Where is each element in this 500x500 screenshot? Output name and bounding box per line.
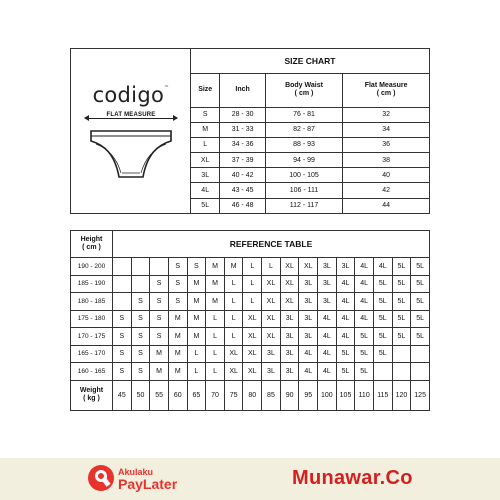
size-recommendation-cell — [113, 275, 132, 293]
size-recommendation-cell: 4L — [336, 293, 355, 311]
size-chart-cell: 31 - 33 — [220, 122, 265, 137]
size-recommendation-cell: 3L — [318, 258, 337, 276]
size-recommendation-cell: XL — [262, 310, 281, 328]
size-recommendation-cell: 5L — [336, 363, 355, 381]
size-recommendation-cell: XL — [280, 258, 299, 276]
size-recommendation-cell: 5L — [392, 275, 411, 293]
size-recommendation-cell: L — [224, 310, 243, 328]
reference-table-title: REFERENCE TABLE — [113, 231, 430, 258]
size-chart-cell: 76 - 81 — [265, 107, 342, 122]
size-chart-cell: 94 - 99 — [265, 153, 342, 168]
size-recommendation-cell: S — [131, 293, 150, 311]
height-range-cell: 170 - 175 — [71, 328, 113, 346]
size-chart-header: Inch — [220, 73, 265, 107]
size-chart-cell: XL — [191, 153, 220, 168]
weight-value-cell: 110 — [355, 380, 374, 410]
size-recommendation-cell: L — [224, 275, 243, 293]
size-chart-header: Size — [191, 73, 220, 107]
size-recommendation-cell: XL — [262, 328, 281, 346]
size-recommendation-cell: S — [131, 363, 150, 381]
size-recommendation-cell: S — [113, 363, 132, 381]
brand-panel — [71, 49, 191, 213]
size-chart-row — [191, 122, 429, 137]
size-recommendation-cell: XL — [243, 310, 262, 328]
size-recommendation-cell: L — [206, 328, 225, 346]
size-recommendation-cell: XL — [262, 275, 281, 293]
shop-name: Munawar.Co — [292, 467, 413, 489]
reference-row — [71, 328, 430, 346]
flat-measure-label: FLAT MEASURE — [104, 112, 159, 118]
flat-measure-arrow — [85, 118, 177, 119]
reference-row — [71, 345, 430, 363]
size-chart-cell: 5L — [191, 198, 220, 213]
size-chart-row — [191, 183, 429, 198]
height-range-cell: 165 - 170 — [71, 345, 113, 363]
size-recommendation-cell: 5L — [355, 328, 374, 346]
size-chart-cell: 106 - 111 — [265, 183, 342, 198]
size-recommendation-cell: XL — [243, 328, 262, 346]
size-recommendation-cell: 3L — [262, 345, 281, 363]
size-recommendation-cell: 4L — [355, 275, 374, 293]
size-chart-cell: 4L — [191, 183, 220, 198]
size-recommendation-cell: 4L — [299, 363, 318, 381]
size-recommendation-cell: 5L — [392, 328, 411, 346]
weight-value-cell: 95 — [299, 380, 318, 410]
size-chart-cell: 82 - 87 — [265, 122, 342, 137]
size-chart-cell: 40 — [343, 168, 429, 183]
size-recommendation-cell: S — [131, 310, 150, 328]
size-recommendation-cell: XL — [224, 345, 243, 363]
weight-value-cell: 75 — [224, 380, 243, 410]
size-recommendation-cell — [131, 258, 150, 276]
size-recommendation-cell: 5L — [373, 345, 392, 363]
size-recommendation-cell — [150, 258, 169, 276]
size-recommendation-cell: XL — [243, 363, 262, 381]
size-recommendation-cell: XL — [262, 293, 281, 311]
brand-logo-text: codigo — [92, 83, 165, 107]
size-chart-header: Body Waist ( cm ) — [265, 73, 342, 107]
weight-value-cell: 55 — [150, 380, 169, 410]
size-recommendation-cell: 4L — [318, 328, 337, 346]
size-recommendation-cell: L — [206, 363, 225, 381]
size-recommendation-cell: 3L — [299, 293, 318, 311]
size-recommendation-cell: 3L — [299, 328, 318, 346]
size-recommendation-cell: M — [224, 258, 243, 276]
size-recommendation-cell: 5L — [392, 293, 411, 311]
akulaku-label: Akulaku — [118, 467, 154, 477]
size-recommendation-cell: 3L — [280, 328, 299, 346]
size-chart-cell: 34 - 36 — [220, 137, 265, 152]
trademark-symbol: ™ — [164, 85, 170, 91]
size-recommendation-cell: M — [187, 275, 206, 293]
size-recommendation-cell — [131, 275, 150, 293]
size-recommendation-cell: XL — [280, 275, 299, 293]
size-chart-cell: 46 - 48 — [220, 198, 265, 213]
size-recommendation-cell — [392, 363, 411, 381]
size-recommendation-cell: 4L — [336, 275, 355, 293]
height-range-cell: 160 - 165 — [71, 363, 113, 381]
weight-value-cell: 85 — [262, 380, 281, 410]
reference-row — [71, 258, 430, 276]
size-chart-table — [191, 49, 429, 213]
size-recommendation-cell: L — [243, 258, 262, 276]
size-recommendation-cell: 5L — [392, 310, 411, 328]
size-chart-cell: 32 — [343, 107, 429, 122]
akulaku-logo-icon — [88, 465, 114, 491]
reference-row — [71, 363, 430, 381]
size-recommendation-cell: M — [187, 293, 206, 311]
size-recommendation-cell: 5L — [392, 258, 411, 276]
size-recommendation-cell: S — [131, 328, 150, 346]
size-recommendation-cell: S — [150, 328, 169, 346]
size-recommendation-cell: 3L — [280, 363, 299, 381]
size-recommendation-cell: M — [150, 345, 169, 363]
size-recommendation-cell: M — [206, 258, 225, 276]
weight-value-cell: 65 — [187, 380, 206, 410]
size-recommendation-cell: XL — [299, 258, 318, 276]
size-chart-cell: M — [191, 122, 220, 137]
weight-value-cell: 125 — [411, 380, 430, 410]
size-recommendation-cell: 4L — [355, 258, 374, 276]
size-chart-row — [191, 107, 429, 122]
size-recommendation-cell: 5L — [336, 345, 355, 363]
size-recommendation-cell: 4L — [318, 363, 337, 381]
weight-value-cell: 105 — [336, 380, 355, 410]
size-recommendation-cell — [373, 363, 392, 381]
size-recommendation-cell: 4L — [336, 328, 355, 346]
size-chart-cell: L — [191, 137, 220, 152]
size-recommendation-cell: XL — [243, 345, 262, 363]
size-recommendation-cell — [392, 345, 411, 363]
size-recommendation-cell: 4L — [355, 310, 374, 328]
size-recommendation-cell: 4L — [318, 345, 337, 363]
size-chart-cell: 43 - 45 — [220, 183, 265, 198]
size-recommendation-cell: L — [187, 345, 206, 363]
size-recommendation-cell: M — [206, 275, 225, 293]
weight-value-cell: 115 — [373, 380, 392, 410]
size-chart-header: Flat Measure ( cm ) — [343, 73, 429, 107]
size-chart-title: SIZE CHART — [191, 49, 429, 73]
size-recommendation-cell: M — [168, 345, 187, 363]
size-recommendation-cell: XL — [280, 293, 299, 311]
size-recommendation-cell: 5L — [411, 293, 430, 311]
size-recommendation-cell: M — [187, 310, 206, 328]
size-recommendation-cell: S — [168, 258, 187, 276]
size-chart-box — [70, 48, 430, 214]
reference-row — [71, 293, 430, 311]
size-recommendation-cell: S — [187, 258, 206, 276]
reference-row — [71, 310, 430, 328]
size-recommendation-cell: 5L — [373, 293, 392, 311]
size-recommendation-cell: 4L — [318, 310, 337, 328]
size-chart-cell: 34 — [343, 122, 429, 137]
weight-value-cell: 80 — [243, 380, 262, 410]
size-recommendation-cell: S — [113, 310, 132, 328]
height-range-cell: 185 - 190 — [71, 275, 113, 293]
size-recommendation-cell: S — [150, 293, 169, 311]
size-chart-cell: 40 - 42 — [220, 168, 265, 183]
size-recommendation-cell: 4L — [336, 310, 355, 328]
size-recommendation-cell: S — [131, 345, 150, 363]
size-recommendation-cell: S — [168, 275, 187, 293]
size-recommendation-cell: 5L — [355, 345, 374, 363]
size-recommendation-cell — [113, 258, 132, 276]
size-chart-cell: 38 — [343, 153, 429, 168]
size-recommendation-cell: 5L — [355, 363, 374, 381]
weight-value-cell: 90 — [280, 380, 299, 410]
size-chart-cell: 36 — [343, 137, 429, 152]
size-recommendation-cell: 4L — [355, 293, 374, 311]
footer-banner — [0, 458, 500, 500]
size-recommendation-cell: 5L — [411, 258, 430, 276]
size-recommendation-cell: S — [150, 310, 169, 328]
weight-row-header: Weight ( kg ) — [71, 380, 113, 410]
size-chart-cell: 88 - 93 — [265, 137, 342, 152]
size-recommendation-cell: 3L — [262, 363, 281, 381]
weight-value-cell: 70 — [206, 380, 225, 410]
size-chart-cell: 28 - 30 — [220, 107, 265, 122]
size-recommendation-cell: S — [113, 345, 132, 363]
size-recommendation-cell: 3L — [299, 275, 318, 293]
size-chart-cell: 37 - 39 — [220, 153, 265, 168]
weight-value-cell: 45 — [113, 380, 132, 410]
size-recommendation-cell: S — [150, 275, 169, 293]
size-recommendation-cell: L — [224, 293, 243, 311]
reference-table — [70, 230, 430, 411]
size-recommendation-cell: L — [243, 275, 262, 293]
size-chart-row — [191, 168, 429, 183]
size-chart-cell: 42 — [343, 183, 429, 198]
size-recommendation-cell: M — [150, 363, 169, 381]
size-recommendation-cell: 4L — [373, 258, 392, 276]
size-chart-cell: 100 - 105 — [265, 168, 342, 183]
size-recommendation-cell: S — [168, 293, 187, 311]
size-recommendation-cell: M — [168, 363, 187, 381]
height-column-header: Height ( cm ) — [71, 231, 113, 258]
size-recommendation-cell: L — [262, 258, 281, 276]
size-chart-cell: 112 - 117 — [265, 198, 342, 213]
size-chart-cell: 44 — [343, 198, 429, 213]
size-recommendation-cell: L — [206, 310, 225, 328]
size-recommendation-cell: 3L — [336, 258, 355, 276]
size-recommendation-cell: 5L — [373, 310, 392, 328]
size-recommendation-cell: L — [187, 363, 206, 381]
size-recommendation-cell: 5L — [411, 275, 430, 293]
height-range-cell: 175 - 180 — [71, 310, 113, 328]
size-recommendation-cell — [411, 345, 430, 363]
size-recommendation-cell: M — [168, 328, 187, 346]
size-recommendation-cell: L — [243, 293, 262, 311]
size-recommendation-cell: 5L — [411, 328, 430, 346]
size-chart-row — [191, 137, 429, 152]
weight-value-cell: 50 — [131, 380, 150, 410]
weight-value-cell: 100 — [318, 380, 337, 410]
size-recommendation-cell: M — [168, 310, 187, 328]
brand-logo — [71, 83, 191, 107]
weight-value-cell: 60 — [168, 380, 187, 410]
size-chart-row — [191, 153, 429, 168]
reference-row — [71, 275, 430, 293]
size-recommendation-cell: S — [113, 328, 132, 346]
size-chart-cell: S — [191, 107, 220, 122]
size-recommendation-cell: L — [224, 328, 243, 346]
brief-illustration — [87, 127, 175, 187]
size-recommendation-cell: 3L — [280, 310, 299, 328]
size-recommendation-cell: L — [206, 345, 225, 363]
flat-measure-indicator — [85, 111, 177, 125]
height-range-cell: 190 - 200 — [71, 258, 113, 276]
size-recommendation-cell: 3L — [318, 293, 337, 311]
size-recommendation-cell: 5L — [411, 310, 430, 328]
size-chart-row — [191, 198, 429, 213]
size-recommendation-cell: 3L — [318, 275, 337, 293]
size-recommendation-cell: XL — [224, 363, 243, 381]
size-recommendation-cell — [113, 293, 132, 311]
size-recommendation-cell: 5L — [373, 275, 392, 293]
size-recommendation-cell — [411, 363, 430, 381]
size-recommendation-cell: M — [187, 328, 206, 346]
height-range-cell: 180 - 185 — [71, 293, 113, 311]
size-recommendation-cell: 3L — [280, 345, 299, 363]
weight-value-cell: 120 — [392, 380, 411, 410]
size-chart-cell: 3L — [191, 168, 220, 183]
size-recommendation-cell: 5L — [373, 328, 392, 346]
paylater-label: PayLater — [118, 476, 178, 492]
size-recommendation-cell: M — [206, 293, 225, 311]
size-recommendation-cell: 4L — [299, 345, 318, 363]
size-recommendation-cell: 3L — [299, 310, 318, 328]
